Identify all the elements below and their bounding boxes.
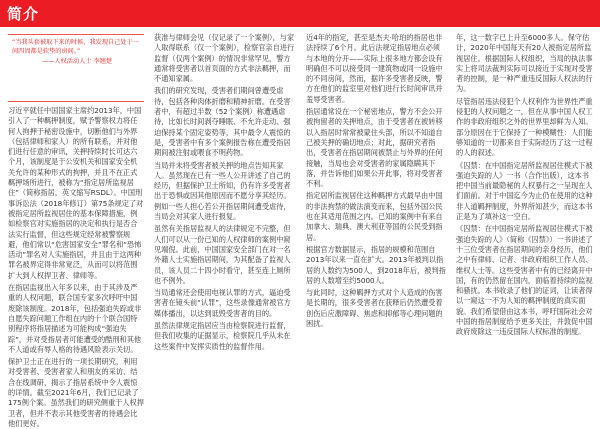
pull-quote-text: “当我头套被取下来的时候，我发现自己处于一间四周都是软垫的房间。” xyxy=(12,39,139,55)
pull-quote-attribution: ——人权活动人士 李翘楚 xyxy=(42,58,113,66)
section-title: 简介 xyxy=(7,5,40,23)
paragraph: 近4年的指定，甚至是杰夫·哈珀的指居也非法持续了6个月。此后法规定指居地点必须与本地的分开——实际上很多地方都会设有明确但不可以接受同一建筑物或同一设施中的不同房间，然而，据许多受害者反映，警方在他们的监室里对他们进行长时间审讯并羞辱受害者。 xyxy=(306,33,443,104)
paragraph: 虽然法律规定指居应当由检察院进行监督，但我们收集的证据显示，检察院几乎从未在这些案件中发挥实质性的监督作用。 xyxy=(154,321,291,351)
paragraph: 我们的研究发现，受害者们期间曾遭受虐待，包括各种肉体折磨和精神折磨。在受害者中，有超过半数（52个案例）称遭遇虐待，比如长时间剥夺睡眠、不允许走动、强迫保持某个固定姿势等，其中最令人震惊的是，受害者中有多个案例报告称在遭受指居期间被注射或喂食不明药物。 xyxy=(154,86,291,158)
paragraph: 当局通常还会使用电视认罪的方式，逼迫受害者在镜头前“认罪”，这些录像通常被官方媒体播出，以达到诋毁受害者的目的。 xyxy=(154,288,291,318)
paragraph: 《囚禁：在中国指定居所监视居住模式下被强迫失踪的人》一书（合作出版），这本书把中国当前最隐秘的人权暴行之一呈现在人们面前。对于中国迄今为止仍在使用的这种非人道羁押制度，外界所知甚少，而这本书正是为了填补这一空白。 xyxy=(456,160,593,222)
pull-quote xyxy=(8,34,144,102)
paragraph: 指居通常设在一个秘密地点，警方不会公开被拘留者的关押地点，由于受害者在被转移以入指居时常常被蒙住头部，所以不知道自己被关押的确切地点；对此，据研究者指出，受害者在指居期间被禁止与外界的任何接触，当局也会对受害者的家属隐瞒其下落，并告诉他们如果公开此事，将对受害者不利。 xyxy=(306,107,443,189)
paragraph: 当局并未将受害者被关押的地点告知其家人。虽然现在已有一些人公开讲述了自己的经历，但据保护卫士所知，仍有许多受害者出于恐惧或因其他原因而不愿分享其经历。例如一些人担心若公开指居期间遭受虐待，当局会对其家人进行报复。 xyxy=(154,160,291,222)
paragraph: 虽然有关指居监视人的法律规定不完整，但人们可以从一份已知的人权律师的案例中窥见端倪。此前，中国国家安全部门在对一名外籍人士实施指居期间，为其配备了监视人员，该人员二十四小时看守，甚至连上厕所也不例外。 xyxy=(154,224,291,285)
paragraph: 习近平就任中国国家主席约2013年，中国引入了一种羁押制度，赋予警察权力将任何人拘押于秘密设施中，切断他们与外界（包括律师和家人）的所有联系，并对他们进行任意的审讯，关押持续时长可达六个月，该制度是于公安机关和国家安全机关允许的某种形式的拘押，并且不在正式羁押场所进行，被称为“指定居所监视居住”（简称指居，英文缩写RSDL）。中国刑事诉讼法（2018年修订）第75条规定了对被指定居所监视居住的基本保障措施，例如检察官对实施指居的决定和执行是否合法实行监督，但这些规定经常被警察规避，他们常以“危害国家安全”罪名和“恐怖活动”罪名对人实施指居，并且由于这两种罪名被界定得非常宽泛，从而可以将范围扩大到人权捍卫者、律师等。 xyxy=(8,106,144,280)
text-column-1 xyxy=(8,106,144,428)
paragraph: 尽管指居违法侵犯个人权利作为世界性严重侵犯的人权问题之一，但在从事中国人权工作的非政府组织之外的世界里却鲜为人知。部分原因在于它保持了一种模糊性：人们能够知道的一切都来自于实际经历了这一过程的人的叙述。 xyxy=(456,96,593,158)
paragraph: 与此同时，这种羁押方式对个人造成的伤害是长期的，很多受害者在获释后仍然遭受着创伤后应激障碍、焦虑和抑郁等心理问题的困扰。 xyxy=(306,288,443,329)
paragraph: 《囚禁：在中国指定居所监视居住模式下被强迫失踪的人》（简称《囚禁》）一书讲述了十三位受害者在指居期间的亲身经历，他们之中有律师、记者、非政府组织工作人员、维权人士等。这些受害者中有的已经离开中国，有的仍然留在国内，面临着持续的监视和骚扰。本书收录了他们的证词，让读者得以一窥这一不为人知的羁押制度的真实面貌。我们希望借由这本书，呼吁国际社会对中国的指居制度给予更多关注，并敦促中国政府废除这一违反国际人权标准的制度。 xyxy=(456,224,593,337)
paragraph: 指定居所监视居住这种羁押方式最早由中国的非法拘禁的做法演变而来，包括外国公民也在其适用范围之内。已知的案例中有来自加拿大、瑞典、澳大利亚等国的公民受到指居。 xyxy=(306,191,443,242)
paragraph: 保护卫士正在进行的一项长期研究，利用对受害者、受害者家人和朋友的采访、结合在线调研，揭示了指居系统中令人震惊的详情。截至2021年6月，我们已记录了175例个案。虽然我们的研究侧重于人权捍卫者，但并不表示其他受害者的待遇会比他们更好。 xyxy=(8,357,144,428)
section-header xyxy=(0,0,600,27)
text-column-4 xyxy=(456,33,594,405)
paragraph: 获准与律师会见（仅记录了一个案例），与家人取得联系（仅一个案例），检察官亲自进行监督（仅两个案例）的情况非常罕见，警方通常将受害者以首页面的方式非法羁押，而不通知家属。 xyxy=(154,33,295,84)
paragraph: 年，这一数字已上升至6000多人。保守估计，2020年中国每天有20人被指定居所监视居住。根据国际人权组织，当局的执法事实上将司法裁判实际可以接近于实现对受害者的控制，是一种严重违反国际人权法的行为。 xyxy=(456,33,593,94)
paragraph: 在指居监视出入年多以来，由于其涉及严重的人权问题，联合国专家多次呼吁中国废除该制度。2018年，包括强迫失踪或非自愿失踪问题工作组在内的十个联合国特别程序将指居描述为可能构成“强迫失踪”，并对受指居者可能遭受的酷刑和其他不人道或有辱人格的待遇风险表示关切。 xyxy=(8,283,142,354)
text-column-2 xyxy=(154,33,296,405)
text-column-3 xyxy=(306,33,446,405)
paragraph: 根据官方数据显示，指居的规模和范围自2013年以来一直在扩大。2013年被判以指居的人数约为500人，到2018年后，被判指居的人数增至约5000人。 xyxy=(306,244,446,285)
